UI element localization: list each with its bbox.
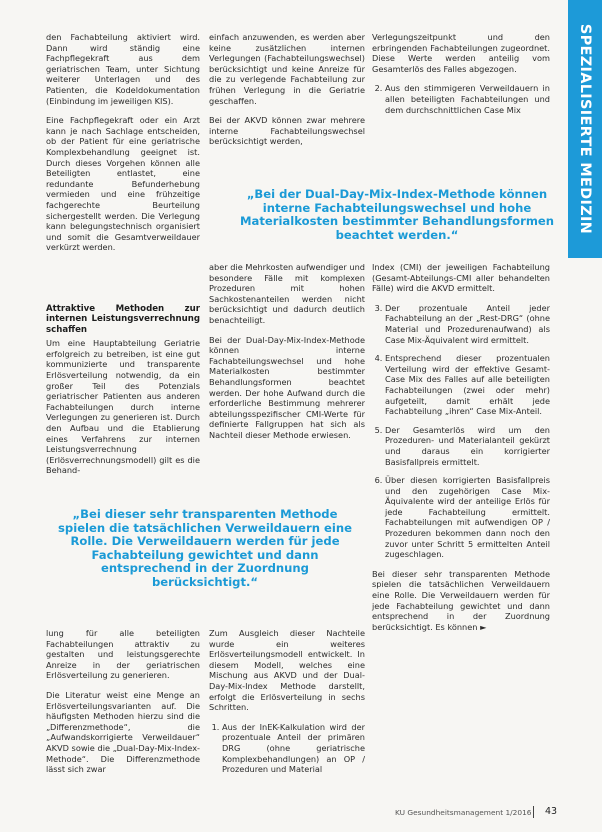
steps-list [372, 303, 550, 560]
pull-quote-middle: „Bei dieser sehr transparenten Methode spielen die tatsächlichen Verweildauern eine Rolle. Die Verweildauern werden für jede Fachabteilung gewichtet und dann entsprechend in der Zuordnung berücksichtigt.“ [58, 507, 352, 589]
list-item: 2. Aus den stimmigeren Verweildauern in allen beteiligten Fachabteilungen und dem durchschnittlichen Case Mix [385, 83, 550, 115]
paragraph: den Fachabteilung aktiviert wird. Dann wird ständig eine Fachpflegekraft aus dem geriatrischen Team, unter Sichtung weiterer Unterlagen und des Patienten, die Kodeldokumentation (Einbindung im jeweiligen KIS). [46, 32, 200, 106]
section-sidebar [568, 0, 602, 258]
column-1-middle [46, 298, 200, 485]
list-item: 4. Entsprechend dieser prozentualen Verteilung wird der effektive Gesamt-Case Mix des Falles auf alle beteiligten Fachabteilungen (zwei oder mehr) aufgeteilt, damit erhält jede Fachabteilung „ihren“ Case Mix-Anteil. [385, 353, 550, 417]
footer-divider [533, 806, 534, 818]
paragraph: aber die Mehrkosten aufwendiger und besondere Fälle mit komplexen Prozeduren mit hohen Sachkostenanteilen werden nicht berücksichtigt und dadurch deutlich benachteiligt. [209, 262, 365, 325]
paragraph: Eine Fachpflegekraft oder ein Arzt kann je nach Sachlage entscheiden, ob der Patient für eine geriatrische Komplexbehandlung geeignet ist. Durch dieses Vorgehen können alle Beteiligten entlastet, eine redundante Befunderhebung vermieden und eine frühzeitige fachgerechte Beurteilung sichergestellt werden. Die Verlegung kann belegungstechnisch organisiert und somit die Gesamtverweildauer verkürzt werden. [46, 115, 200, 253]
steps-list [209, 722, 365, 775]
publication-name: KU Gesundheitsmanagement 1/2016 [395, 808, 532, 817]
page-footer [395, 806, 575, 820]
list-item: 5. Der Gesamterlös wird um den Prozeduren- und Materialanteil gekürzt und daraus ein korrigierter Basisfallpreis ermittelt. [385, 425, 550, 467]
section-label: SPEZIALISIERTE MEDIZIN [577, 23, 593, 235]
list-item: 6. Über diesen korrigierten Basisfallpreis und den zugehörigen Case Mix-Äquivalente wird der anteilige Erlös für jede Fachabteilung ermittelt. Fachabteilungen mit aufwendigen OP / Prozeduren bekommen dann noch den zuvor unter Schritt 5 ermittelten Anteil zugeschlagen. [385, 475, 550, 560]
paragraph: Bei dieser sehr transparenten Methode spielen die tatsächlichen Verweildauern eine Rolle. Die Verweildauern werden für jede Fachabteilung gewichtet und dann entsprechend in der Zuordnung berücksichtigt. Es können ► [372, 568, 550, 632]
page-number: 43 [545, 806, 558, 817]
paragraph: einfach anzuwenden, es werden aber keine zusätzlichen internen Verlegungen (Fachabteilungswechsel) berücksichtigt und keine Anreize für die zu verlegende Fachabteilung zur frühen Verlegung in die Geriatrie geschaffen. [209, 32, 365, 106]
paragraph: Die Literatur weist eine Menge an Erlösverteilungsvarianten auf. Die häufigsten Methoden hierzu sind die „Differenzmethode“, die „Aufwandskorrigierte Verweildauer“ AKVD sowie die „Dual-Day-Mix-Index-Methode“. Die Differenzmethode lässt sich zwar [46, 689, 200, 775]
list-item: 1. Aus der InEK-Kalkulation wird der prozentuale Anteil der primären DRG (ohne geriatrische Komplexbehandlungen) an OP / Prozeduren und Material [222, 722, 365, 775]
column-1-top [46, 32, 200, 262]
list-item: 3. Der prozentuale Anteil jeder Fachabteilung an der „Rest-DRG“ (ohne Material und Prozedurenaufwand) als Case Mix-Äquivalent wird ermittelt. [385, 303, 550, 345]
column-3-middle [372, 262, 550, 641]
steps-list [372, 83, 550, 115]
paragraph: lung für alle beteiligten Fachabteilungen attraktiv zu gestalten und leistungsgerechte Anreize in der geriatrischen Erlösverteilung zu generieren. [46, 628, 200, 681]
paragraph: Zum Ausgleich dieser Nachteile wurde ein weiteres Erlösverteilungsmodell entwickelt. In diesem Modell, welches eine Mischung aus AKVD und der Dual-Day-Mix-Index Methode darstellt, erfolgt die Erlösverteilung in sechs Schritten. [209, 628, 365, 713]
section-heading: Attraktive Methoden zur internen Leistungsverrechnung schaffen [46, 304, 200, 335]
paragraph: Bei der AKVD können zwar mehrere interne Fachabteilungswechsel berücksichtigt werden, [209, 115, 365, 147]
column-2-top [209, 32, 365, 156]
column-3-top [372, 32, 550, 124]
paragraph: Um eine Hauptabteilung Geriatrie erfolgreich zu betreiben, ist eine gut kommunizierte und transparente Erlösverteilung notwendig, da ein großer Teil des Potenzials geriatrischer Patienten aus anderen Fachabteilungen durch interne Verlegungen zu generieren ist. Durch den Aufbau und die Etablierung eines Verfahrens zur internen Leistungsverrechnung (Erlösverrechnungsmodell) gilt es die Behand- [46, 338, 200, 476]
column-1-bottom [46, 628, 200, 784]
column-2-middle [209, 262, 365, 450]
paragraph: Verlegungszeitpunkt und den erbringenden Fachabteilungen zugeordnet. Diese Werte werden anteilig vom Gesamterlös des Falles abgezogen. [372, 32, 550, 74]
paragraph: Index (CMI) der jeweiligen Fachabteilung (Gesamt-Abteilungs-CMI aller behandelten Fälle) wird die AKVD ermittelt. [372, 262, 550, 294]
pull-quote-top: „Bei der Dual-Day-Mix-Index-Methode können interne Fachabteilungswechsel und hohe Materialkosten bestimmter Behandlungsformen beachtet werden.“ [239, 187, 555, 242]
column-2-bottom [209, 628, 365, 784]
paragraph: Bei der Dual-Day-Mix-Index-Methode können interne Fachabteilungswechsel und hohe Materialkosten bestimmter Behandlungsformen beachtet werden. Der hohe Aufwand durch die erforderliche Bestimmung mehrerer abteilungsspezifischer CMI-Werte für definierte Fallgruppen hat sich als Nachteil dieser Methode erwiesen. [209, 334, 365, 440]
